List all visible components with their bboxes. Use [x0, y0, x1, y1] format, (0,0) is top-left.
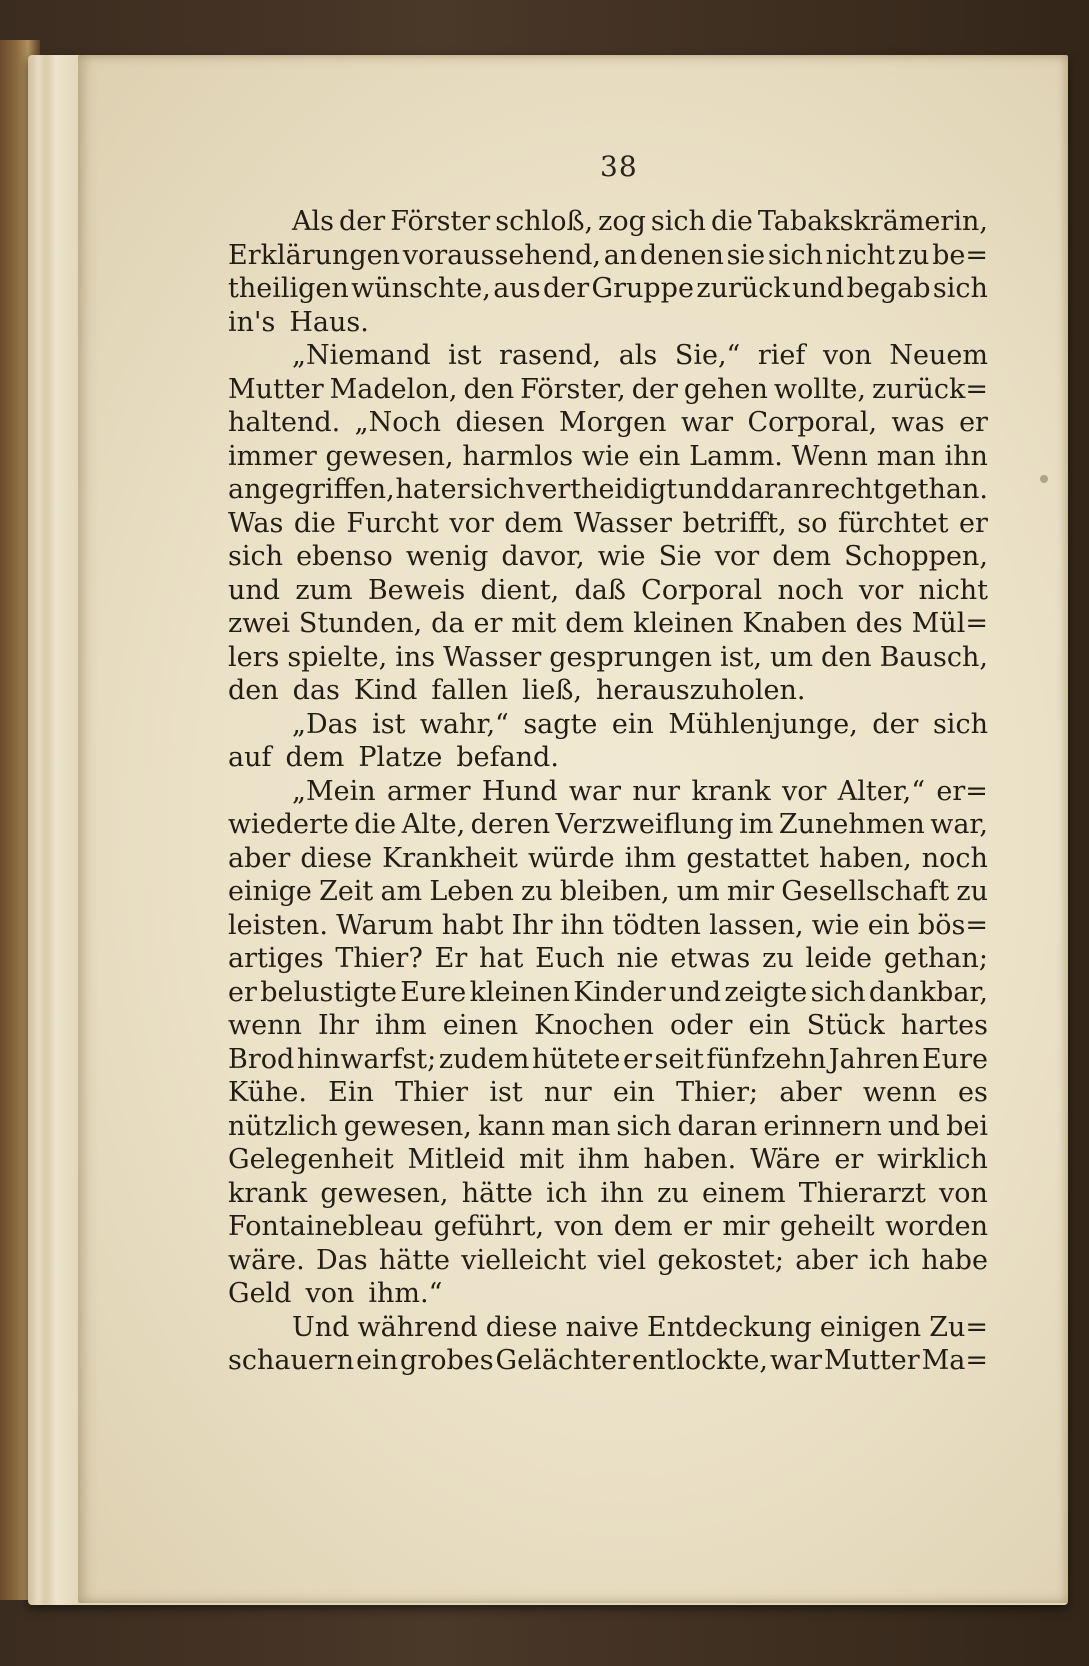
- text-line: haltend. „Noch diesen Morgen war Corporal, was er: [228, 407, 988, 438]
- text-line: den das Kind fallen ließ, herauszuholen.: [228, 675, 806, 706]
- text-line: wiederte die Alte, deren Verzweiflung im Zunehmen war,: [228, 809, 988, 840]
- text-line: Als der Förster schloß, zog sich die Tabakskrämerin,: [292, 206, 988, 237]
- text-line: einige Zeit am Leben zu bleiben, um mir Gesellschaft zu: [228, 876, 988, 907]
- text-line: leisten. Warum habt Ihr ihn tödten lassen, wie ein bös=: [228, 909, 988, 941]
- text-line: angegriffen, hat er sich vertheidigt und daran recht gethan.: [228, 474, 988, 505]
- text-line: lers spielte, ins Wasser gesprungen ist, um den Bausch,: [228, 641, 988, 673]
- text-line: in's Haus.: [228, 306, 369, 338]
- text-line: Und während diese naive Entdeckung einigen Zu=: [292, 1311, 988, 1343]
- text-line: auf dem Platze befand.: [228, 742, 559, 773]
- text-line: sich ebenso wenig davor, wie Sie vor dem Schoppen,: [228, 541, 988, 572]
- text-line: „Mein armer Hund war nur krank vor Alter,“ er=: [292, 775, 988, 807]
- text-line: Kühe. Ein Thier ist nur ein Thier; aber wenn es: [228, 1077, 988, 1108]
- text-line: nützlich gewesen, kann man sich daran erinnern und bei: [228, 1110, 988, 1142]
- text-line: wäre. Das hätte vielleicht viel gekostet; aber ich habe: [228, 1244, 988, 1276]
- text-line: Was die Furcht vor dem Wasser betrifft, so fürchtet er: [228, 507, 988, 539]
- text-line: er belustigte Eure kleinen Kinder und zeigte sich dankbar,: [228, 976, 988, 1008]
- text-line: artiges Thier? Er hat Euch nie etwas zu leide gethan;: [228, 943, 988, 974]
- paper-stain: [1040, 475, 1048, 483]
- text-line: immer gewesen, harmlos wie ein Lamm. Wenn man ihn: [228, 440, 988, 472]
- body-text: [228, 205, 988, 1378]
- text-line: zwei Stunden, da er mit dem kleinen Knaben des Mül=: [228, 608, 988, 639]
- text-line: Erklärungen voraussehend, an denen sie sich nicht zu be=: [228, 239, 988, 271]
- text-line: aber diese Krankheit würde ihm gestattet haben, noch: [228, 842, 988, 874]
- text-line: und zum Beweis dient, daß Corporal noch vor nicht: [228, 574, 988, 606]
- text-line: „Das ist wahr,“ sagte ein Mühlenjunge, der sich: [292, 708, 988, 740]
- text-line: Geld von ihm.“: [228, 1278, 443, 1309]
- text-line: Gelegenheit Mitleid mit ihm haben. Wäre er wirklich: [228, 1144, 988, 1175]
- text-line: krank gewesen, hätte ich ihn zu einem Thierarzt von: [228, 1177, 988, 1209]
- text-line: „Niemand ist rasend, als Sie,“ rief von Neuem: [292, 340, 988, 371]
- text-line: Mutter Madelon, den Förster, der gehen wollte, zurück=: [228, 373, 988, 405]
- page-number: 38: [600, 150, 638, 183]
- text-line: Brod hinwarfst; zudem hütete er seit fünfzehn Jahren Eure: [228, 1043, 988, 1075]
- text-line: Fontainebleau geführt, von dem er mir geheilt worden: [228, 1211, 988, 1242]
- text-line: theiligen wünschte, aus der Gruppe zurück und begab sich: [228, 273, 988, 304]
- text-line: schauern ein grobes Gelächter entlockte, war Mutter Ma=: [228, 1345, 988, 1376]
- text-line: wenn Ihr ihm einen Knochen oder ein Stück hartes: [228, 1010, 988, 1041]
